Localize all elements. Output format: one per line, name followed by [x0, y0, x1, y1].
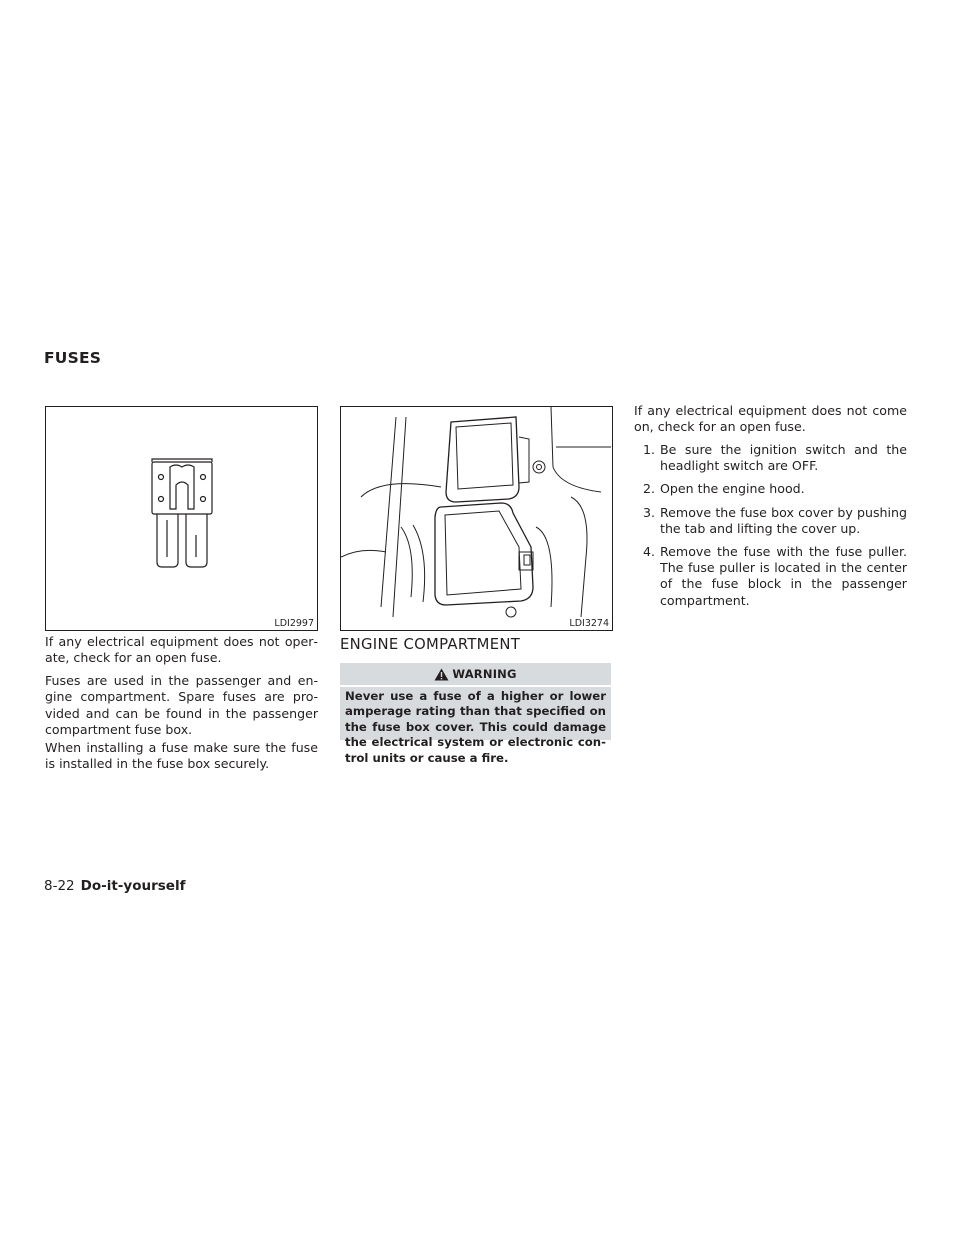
warning-title: WARNING — [452, 667, 517, 681]
figure-label: LDI2997 — [274, 618, 314, 629]
open-fuse-paragraph: If any electrical equipment does not operate, check for an open fuse. — [45, 634, 318, 666]
step-number: 3. — [642, 504, 655, 520]
list-item — [631, 442, 907, 474]
list-item — [631, 544, 907, 609]
page-number: 8-22 — [44, 878, 75, 894]
step-text: Open the engine hood. — [660, 481, 805, 497]
warning-text: Never use a fuse of a higher or lower amperage rating than that specified on the fuse box cover. This could damage the electrical system or electronic control units or cause a fire. — [345, 689, 606, 765]
chapter-title: Do-it-yourself — [80, 878, 186, 894]
list-item — [631, 481, 907, 497]
page-footer — [44, 878, 185, 894]
warning-header — [340, 663, 611, 685]
fuse-figure — [45, 406, 318, 631]
warning-box — [340, 663, 611, 765]
steps-list — [631, 442, 907, 616]
engine-fuse-box-figure — [340, 406, 613, 631]
fuse-location-paragraph: Fuses are used in the passenger and engine compartment. Spare fuses are provided and can be found in the passenger compartment fuse box. — [45, 673, 318, 738]
blade-fuse-illustration — [46, 407, 317, 630]
engine-compartment-heading: ENGINE COMPARTMENT — [340, 636, 521, 653]
step-number: 2. — [642, 481, 655, 497]
step-text: Remove the fuse box cover by pushing the tab and lifting the cover up. — [660, 504, 907, 536]
section-title: FUSES — [44, 349, 102, 367]
list-item — [631, 505, 907, 537]
step-text: Remove the fuse with the fuse puller. The fuse puller is located in the center of the fuse block in the passenger compartment. — [660, 544, 907, 608]
install-paragraph: When installing a fuse make sure the fuse is installed in the fuse box securely. — [45, 740, 318, 772]
figure-label: LDI3274 — [569, 618, 609, 629]
engine-compartment-illustration — [341, 407, 612, 630]
step-text: Be sure the ignition switch and the headlight switch are OFF. — [660, 442, 907, 474]
step-number: 4. — [642, 544, 655, 560]
step-number: 1. — [642, 442, 655, 457]
warning-triangle-icon — [434, 668, 449, 681]
right-intro-paragraph: If any electrical equipment does not come on, check for an open fuse. — [634, 403, 907, 435]
warning-divider — [340, 685, 611, 687]
